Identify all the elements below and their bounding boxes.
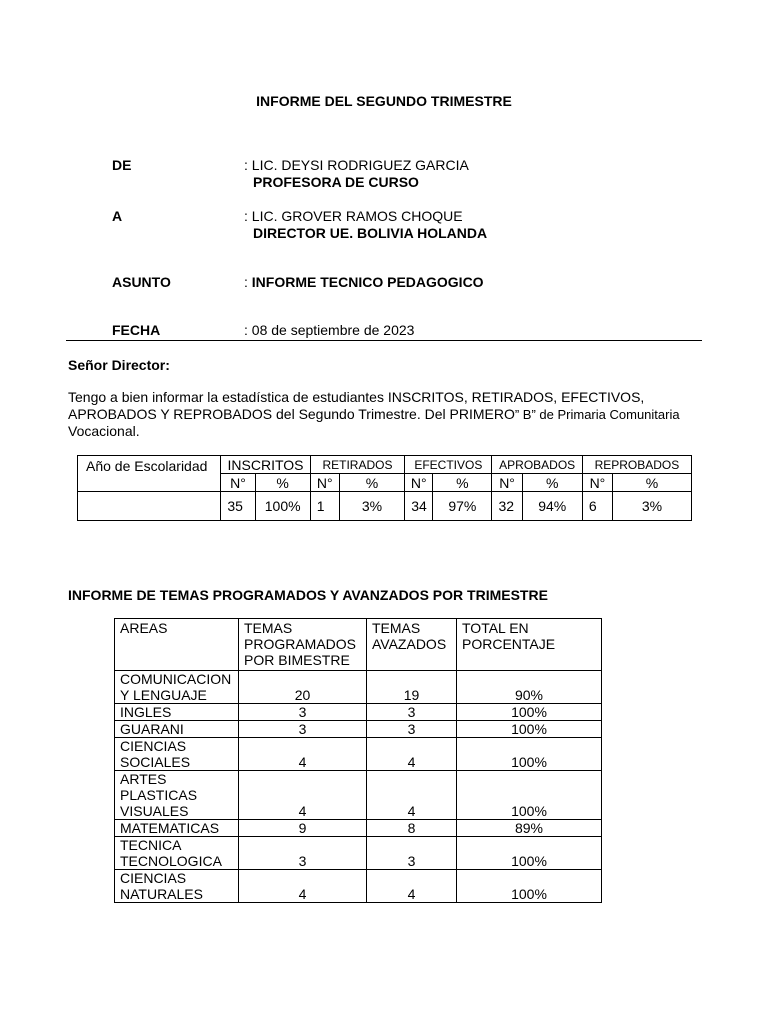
year-cell — [78, 492, 221, 521]
programmed-count: 4 — [239, 738, 367, 771]
advanced-count: 19 — [367, 671, 457, 704]
advanced-count: 3 — [367, 704, 457, 721]
aprobados-count: 32 — [492, 492, 522, 521]
header-percentage: TOTAL EN PORCENTAJE — [457, 619, 602, 671]
fecha-value: : 08 de septiembre de 2023 — [244, 322, 415, 338]
sub-header-number: N° — [405, 474, 433, 492]
table-row — [115, 738, 602, 771]
programmed-count: 3 — [239, 704, 367, 721]
sub-header-number: N° — [492, 474, 522, 492]
advanced-count: 4 — [367, 738, 457, 771]
programmed-count: 4 — [239, 771, 367, 820]
asunto-prefix: : — [244, 274, 252, 290]
a-label: A — [112, 208, 123, 224]
a-role: DIRECTOR UE. BOLIVIA HOLANDA — [253, 225, 488, 241]
paragraph-tail: ” B” de Primaria Comunitaria — [514, 407, 680, 422]
table-row — [115, 704, 602, 721]
programmed-count: 3 — [239, 837, 367, 870]
a-value — [244, 208, 487, 241]
table-row — [115, 771, 602, 820]
advanced-count: 3 — [367, 721, 457, 738]
programmed-count: 20 — [239, 671, 367, 704]
reprobados-count: 6 — [582, 492, 612, 521]
header-divider — [66, 340, 702, 341]
reprobados-percent: 3% — [612, 492, 691, 521]
asunto-value — [244, 274, 484, 290]
group-header-inscritos: INSCRITOS — [221, 456, 310, 474]
percentage-value: 100% — [457, 738, 602, 771]
sub-header-percent: % — [255, 474, 310, 492]
group-header-aprobados: APROBADOS — [492, 456, 582, 474]
percentage-value: 100% — [457, 870, 602, 903]
retirados-count: 1 — [310, 492, 339, 521]
sub-header-number: N° — [221, 474, 255, 492]
header-advanced: TEMAS AVAZADOS — [367, 619, 457, 671]
document-title: INFORME DEL SEGUNDO TRIMESTRE — [256, 93, 512, 109]
aprobados-percent: 94% — [522, 492, 582, 521]
percentage-value: 100% — [457, 837, 602, 870]
retirados-percent: 3% — [339, 492, 404, 521]
table-row — [115, 820, 602, 837]
topics-report-title: INFORME DE TEMAS PROGRAMADOS Y AVANZADOS POR TRIMESTRE — [68, 587, 548, 603]
percentage-value: 100% — [457, 721, 602, 738]
advanced-count: 4 — [367, 771, 457, 820]
advanced-count: 4 — [367, 870, 457, 903]
sub-header-percent: % — [612, 474, 691, 492]
asunto-text: INFORME TECNICO PEDAGOGICO — [251, 274, 484, 290]
salutation: Señor Director: — [68, 357, 170, 373]
efectivos-count: 34 — [405, 492, 433, 521]
fecha-label: FECHA — [112, 322, 161, 338]
de-value — [244, 157, 469, 190]
sub-header-number: N° — [582, 474, 612, 492]
header-programmed: TEMAS PROGRAMADOS POR BIMESTRE — [239, 619, 367, 671]
percentage-value: 89% — [457, 820, 602, 837]
group-header-reprobados: REPROBADOS — [582, 456, 691, 474]
area-name: CIENCIAS SOCIALES — [115, 738, 239, 771]
de-label: DE — [112, 157, 132, 173]
sub-header-percent: % — [522, 474, 582, 492]
header-areas: AREAS — [115, 619, 239, 671]
a-name: : LIC. GROVER RAMOS CHOQUE — [244, 208, 463, 224]
programmed-count: 4 — [239, 870, 367, 903]
table-row — [115, 837, 602, 870]
topics-table — [114, 618, 602, 903]
statistics-table — [77, 455, 692, 521]
group-header-efectivos: EFECTIVOS — [405, 456, 492, 474]
percentage-value: 90% — [457, 671, 602, 704]
year-header: Año de Escolaridad — [78, 456, 221, 492]
paragraph-main: Tengo a bien informar la estadística de estudiantes INSCRITOS, RETIRADOS, EFECTIVOS, APROBADOS Y REPROBADOS del Segundo Trimestre. Del PRIMERO — [68, 389, 645, 422]
area-name: GUARANI — [115, 721, 239, 738]
table-row — [115, 671, 602, 704]
area-name: COMUNICACION Y LENGUAJE — [115, 671, 239, 704]
de-name: : LIC. DEYSI RODRIGUEZ GARCIA — [244, 157, 469, 173]
programmed-count: 3 — [239, 721, 367, 738]
paragraph-end: Vocacional. — [68, 423, 140, 439]
area-name: MATEMATICAS — [115, 820, 239, 837]
group-header-retirados: RETIRADOS — [310, 456, 405, 474]
advanced-count: 8 — [367, 820, 457, 837]
de-role: PROFESORA DE CURSO — [253, 174, 419, 190]
inscritos-percent: 100% — [255, 492, 310, 521]
efectivos-percent: 97% — [433, 492, 492, 521]
table-row — [115, 721, 602, 738]
sub-header-percent: % — [339, 474, 404, 492]
area-name: ARTES PLASTICAS VISUALES — [115, 771, 239, 820]
programmed-count: 9 — [239, 820, 367, 837]
area-name: CIENCIAS NATURALES — [115, 870, 239, 903]
sub-header-percent: % — [433, 474, 492, 492]
area-name: INGLES — [115, 704, 239, 721]
intro-paragraph — [68, 389, 708, 440]
advanced-count: 3 — [367, 837, 457, 870]
inscritos-count: 35 — [221, 492, 255, 521]
area-name: TECNICA TECNOLOGICA — [115, 837, 239, 870]
table-row — [115, 870, 602, 903]
percentage-value: 100% — [457, 771, 602, 820]
asunto-label: ASUNTO — [112, 274, 171, 290]
sub-header-number: N° — [310, 474, 339, 492]
percentage-value: 100% — [457, 704, 602, 721]
